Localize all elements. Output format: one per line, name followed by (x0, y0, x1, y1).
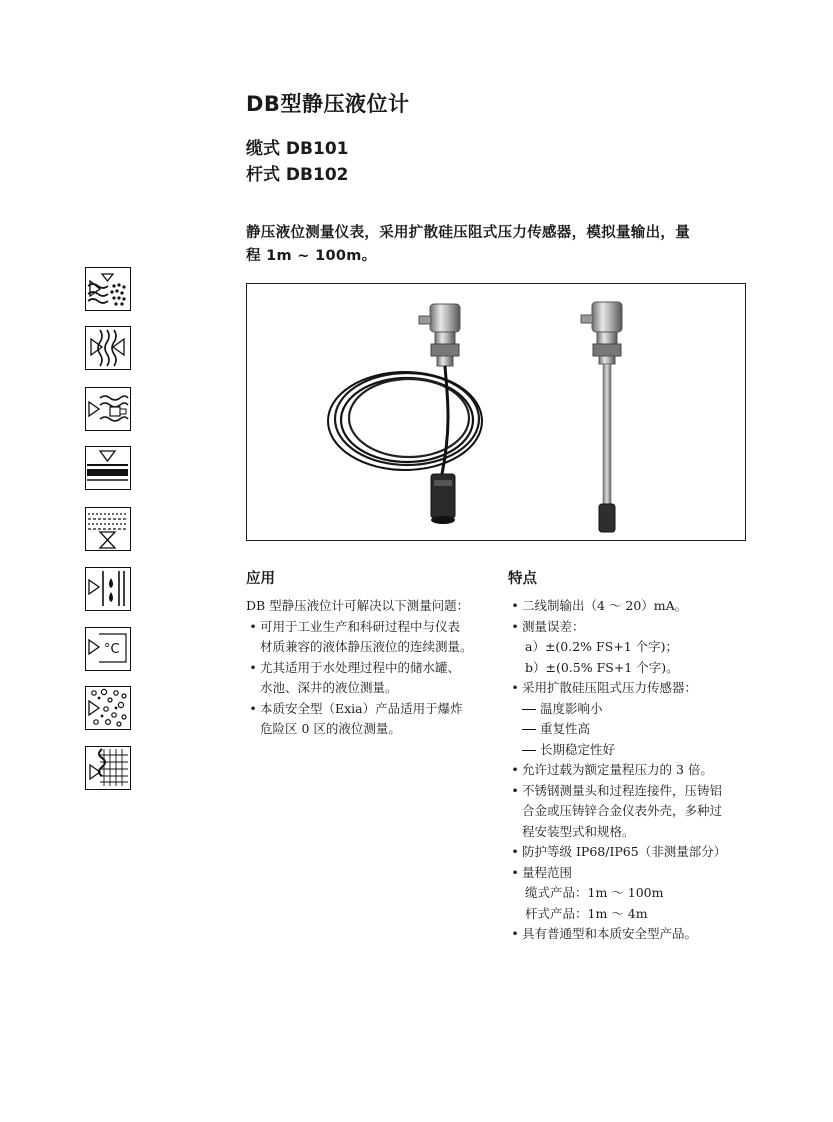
dash-item: 温度影响小 (508, 699, 758, 720)
application-intro: DB 型静压液位计可解决以下测量问题： (246, 598, 470, 613)
summary-line: 静压液位测量仪表，采用扩散硅压阻式压力传感器，模拟量输出，量 (246, 225, 690, 241)
list-item: • 采用扩散硅压阻式压力传感器： (511, 680, 698, 695)
sub-item: b）±(0.5% FS+1 个字)。 (525, 659, 679, 675)
sub-item: 缆式产品：1m ～ 100m (525, 885, 664, 900)
model-cable: 缆式 DB101 (246, 139, 349, 159)
temperature-celsius-icon (85, 627, 131, 671)
sub-item: 杆式产品：1m ～ 4m (525, 905, 648, 921)
application-section (246, 596, 496, 740)
cable-instrument-image (328, 304, 482, 524)
level-dotted-layers-icon (85, 507, 131, 551)
list-item: • 不锈钢测量头和过程连接件，压铸铝 (511, 782, 723, 798)
features-section (508, 596, 758, 945)
list-item: • 二线制输出（4 ～ 20）mA。 (511, 598, 688, 613)
svg-text:°C: °C (104, 642, 120, 657)
list-item: • 量程范围 (511, 864, 573, 880)
level-drops-vertical-icon (85, 567, 131, 611)
sub-item: a）±(0.2% FS+1 个字)； (525, 639, 679, 654)
level-wave-granular-icon (85, 267, 131, 311)
list-item-cont: 合金或压铸锌合金仪表外壳，多种过 (522, 803, 723, 818)
list-item: • 测量误差： (511, 618, 585, 634)
summary (246, 222, 750, 268)
list-item: • 本质安全型（Exia）产品适用于爆炸 (249, 700, 463, 716)
list-item: • 具有普通型和本质安全型产品。 (511, 926, 698, 941)
page-title: DB型静压液位计 (246, 92, 410, 116)
list-item: • 防护等级 IP68/IP65（非测量部分） (511, 844, 727, 859)
dash-item: 长期稳定性好 (508, 740, 758, 761)
model-rod: 杆式 DB102 (246, 165, 349, 185)
level-interface-triangle-icon (85, 446, 131, 490)
summary-line: 程 1m ~ 100m。 (246, 248, 377, 264)
level-bubbles-icon (85, 686, 131, 730)
level-grid-wave-icon (85, 746, 131, 790)
features-heading: 特点 (508, 571, 537, 587)
list-item-cont: 水池、深井的液位测量。 (260, 680, 398, 695)
product-photo-drawing (247, 284, 747, 542)
application-heading: 应用 (246, 571, 275, 587)
dash-item: 重复性高 (508, 719, 758, 740)
list-item: • 可用于工业生产和科研过程中与仪表 (249, 618, 461, 634)
list-item: • 尤其适用于水处理过程中的储水罐、 (249, 659, 461, 675)
level-wave-valves-icon (85, 326, 131, 370)
product-photo (246, 283, 746, 541)
list-item-cont: 危险区 0 区的液位测量。 (260, 721, 401, 736)
list-item-cont: 材质兼容的液体静压液位的连续测量。 (260, 639, 473, 654)
list-item-cont: 程安装型式和规格。 (522, 823, 635, 839)
rod-instrument-image (581, 302, 622, 532)
level-flow-device-icon (85, 387, 131, 431)
list-item: • 允许过载为额定量程压力的 3 倍。 (511, 762, 713, 777)
